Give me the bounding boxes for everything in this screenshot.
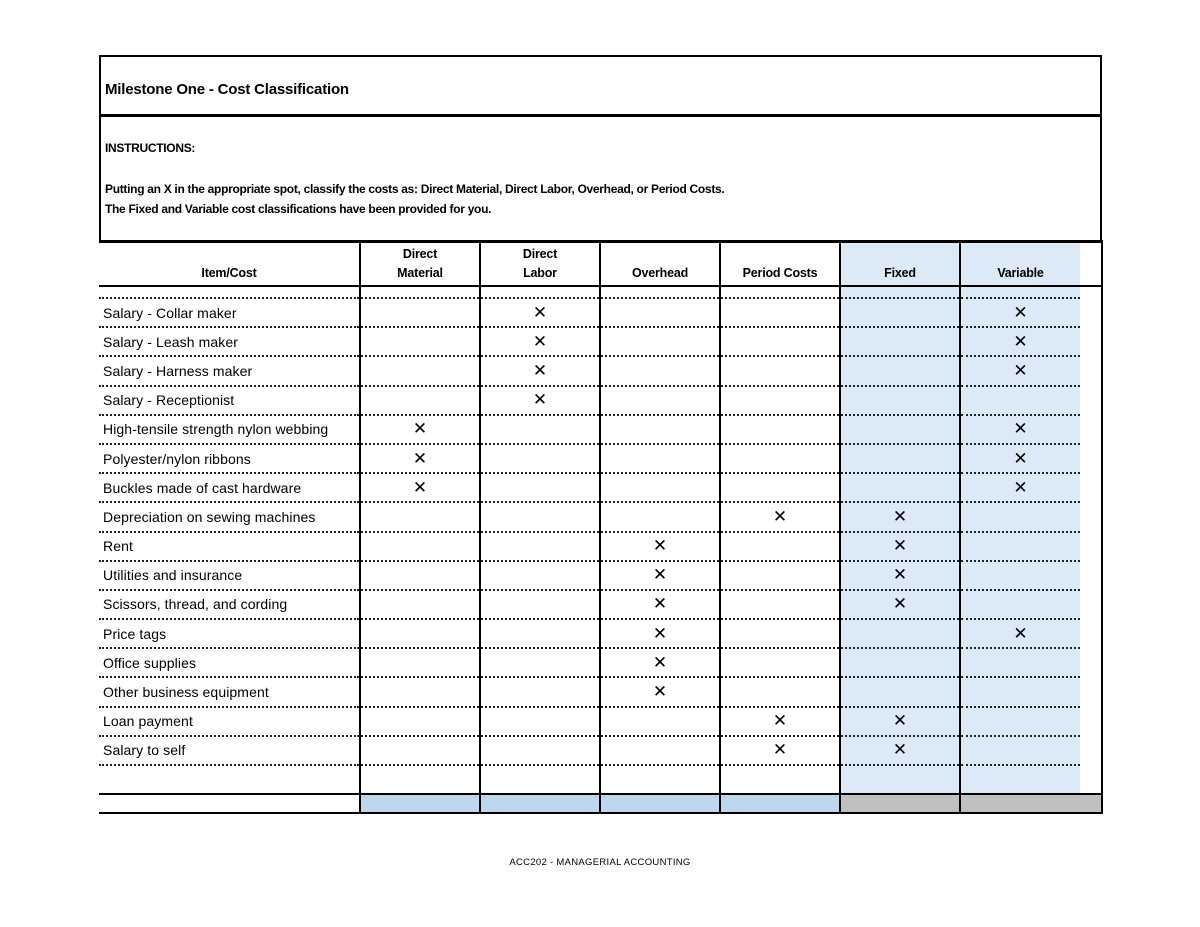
table-row bbox=[99, 415, 1102, 444]
cell-direct-material[interactable] bbox=[360, 590, 480, 619]
cell-end bbox=[1080, 444, 1102, 473]
cell-item[interactable]: Utilities and insurance bbox=[99, 561, 360, 590]
cell-period-costs[interactable] bbox=[720, 298, 840, 327]
cell-period-costs[interactable] bbox=[720, 386, 840, 415]
cell-overhead[interactable]: ✕ bbox=[600, 532, 720, 561]
cell-item[interactable]: Other business equipment bbox=[99, 677, 360, 706]
table-row bbox=[99, 444, 1102, 473]
cell-fixed[interactable] bbox=[840, 356, 960, 385]
cell-direct-material[interactable] bbox=[360, 561, 480, 590]
cell-item[interactable]: Scissors, thread, and cording bbox=[99, 590, 360, 619]
table-row bbox=[99, 590, 1102, 619]
instructions-box bbox=[99, 117, 1102, 240]
table-row bbox=[99, 386, 1102, 415]
cell-item[interactable]: Loan payment bbox=[99, 707, 360, 736]
totals-row bbox=[99, 794, 1102, 813]
cell-end bbox=[1080, 327, 1102, 356]
cell-direct-material[interactable] bbox=[360, 765, 480, 794]
cell-variable[interactable] bbox=[960, 765, 1080, 794]
cell-variable[interactable] bbox=[960, 532, 1080, 561]
cell-period-costs[interactable] bbox=[720, 561, 840, 590]
table-row bbox=[99, 561, 1102, 590]
table-row bbox=[99, 298, 1102, 327]
total-cell[interactable] bbox=[840, 794, 960, 813]
cell-fixed[interactable] bbox=[840, 415, 960, 444]
cell-overhead[interactable]: ✕ bbox=[600, 561, 720, 590]
cell-period-costs[interactable] bbox=[720, 415, 840, 444]
cell-direct-labor[interactable] bbox=[480, 590, 600, 619]
cell-overhead[interactable] bbox=[600, 415, 720, 444]
table-row bbox=[99, 619, 1102, 648]
cell-overhead[interactable] bbox=[600, 444, 720, 473]
cell-overhead[interactable] bbox=[600, 502, 720, 531]
cell-direct-material[interactable] bbox=[360, 502, 480, 531]
cell-variable[interactable]: ✕ bbox=[960, 444, 1080, 473]
cell-period-costs[interactable] bbox=[720, 473, 840, 502]
total-cell bbox=[99, 794, 360, 813]
table-row bbox=[99, 736, 1102, 765]
cell-item[interactable]: Salary to self bbox=[99, 736, 360, 765]
cell-overhead[interactable] bbox=[600, 765, 720, 794]
cell-item[interactable]: Buckles made of cast hardware bbox=[99, 473, 360, 502]
cell-item[interactable]: Salary - Harness maker bbox=[99, 356, 360, 385]
cell-variable[interactable]: ✕ bbox=[960, 356, 1080, 385]
cell-item[interactable]: Office supplies bbox=[99, 648, 360, 677]
cell-period-costs[interactable]: ✕ bbox=[720, 736, 840, 765]
cell-direct-labor[interactable] bbox=[480, 619, 600, 648]
cell-direct-labor[interactable] bbox=[480, 473, 600, 502]
cell-variable[interactable]: ✕ bbox=[960, 298, 1080, 327]
instructions-line-2: The Fixed and Variable cost classifications have been provided for you. bbox=[105, 202, 492, 216]
cell-direct-material[interactable] bbox=[360, 619, 480, 648]
col-header-overhead: Overhead bbox=[600, 242, 720, 287]
cell-period-costs[interactable] bbox=[720, 356, 840, 385]
cell-period-costs[interactable]: ✕ bbox=[720, 502, 840, 531]
cell-period-costs[interactable] bbox=[720, 677, 840, 706]
cell-variable[interactable]: ✕ bbox=[960, 415, 1080, 444]
cell-end bbox=[1080, 415, 1102, 444]
cell-fixed[interactable] bbox=[840, 648, 960, 677]
title-box bbox=[99, 55, 1102, 117]
cell-variable[interactable] bbox=[960, 648, 1080, 677]
cell-variable[interactable] bbox=[960, 590, 1080, 619]
cell-variable[interactable] bbox=[960, 502, 1080, 531]
worksheet bbox=[99, 55, 1102, 760]
cell-item[interactable]: Polyester/nylon ribbons bbox=[99, 444, 360, 473]
cell-overhead[interactable] bbox=[600, 386, 720, 415]
cell-end bbox=[1080, 765, 1102, 794]
cell-variable[interactable]: ✕ bbox=[960, 327, 1080, 356]
cell-fixed[interactable] bbox=[840, 386, 960, 415]
cell-end bbox=[1080, 677, 1102, 706]
cell-variable[interactable]: ✕ bbox=[960, 619, 1080, 648]
cell-end bbox=[1080, 561, 1102, 590]
total-cell[interactable] bbox=[360, 794, 480, 813]
cell-direct-material[interactable] bbox=[360, 677, 480, 706]
cell-direct-material[interactable]: ✕ bbox=[360, 444, 480, 473]
total-cell[interactable] bbox=[480, 794, 600, 813]
cell-fixed[interactable] bbox=[840, 765, 960, 794]
cell-end bbox=[1080, 532, 1102, 561]
cell-direct-labor[interactable]: ✕ bbox=[480, 298, 600, 327]
cell-direct-material[interactable] bbox=[360, 707, 480, 736]
cell-end bbox=[1080, 590, 1102, 619]
cell-direct-labor[interactable] bbox=[480, 677, 600, 706]
cell-period-costs[interactable] bbox=[720, 444, 840, 473]
cell-direct-labor[interactable] bbox=[480, 561, 600, 590]
header-row bbox=[99, 242, 1102, 287]
table-row bbox=[99, 677, 1102, 706]
cell-direct-labor[interactable] bbox=[480, 648, 600, 677]
cost-classification-table bbox=[99, 240, 1103, 814]
cell-direct-labor[interactable] bbox=[480, 444, 600, 473]
cell-end bbox=[1080, 473, 1102, 502]
cell-direct-labor[interactable]: ✕ bbox=[480, 386, 600, 415]
table-row bbox=[99, 502, 1102, 531]
cell-end bbox=[1080, 707, 1102, 736]
table-row bbox=[99, 473, 1102, 502]
cell-fixed[interactable]: ✕ bbox=[840, 532, 960, 561]
cell-direct-labor[interactable] bbox=[480, 532, 600, 561]
page-title: Milestone One - Cost Classification bbox=[105, 81, 349, 98]
table-row bbox=[99, 327, 1102, 356]
cell-item[interactable]: High-tensile strength nylon webbing bbox=[99, 415, 360, 444]
cell-end bbox=[1080, 356, 1102, 385]
cell-period-costs[interactable] bbox=[720, 765, 840, 794]
cell-period-costs[interactable] bbox=[720, 590, 840, 619]
cell-overhead[interactable] bbox=[600, 736, 720, 765]
col-header-fixed: Fixed bbox=[840, 242, 960, 287]
cell-fixed[interactable] bbox=[840, 619, 960, 648]
cell-overhead[interactable]: ✕ bbox=[600, 590, 720, 619]
cell-end bbox=[1080, 298, 1102, 327]
spacer-row bbox=[99, 286, 1102, 298]
cell-period-costs[interactable] bbox=[720, 327, 840, 356]
cell-item[interactable]: Depreciation on sewing machines bbox=[99, 502, 360, 531]
cell-direct-material[interactable] bbox=[360, 648, 480, 677]
cell-direct-material[interactable]: ✕ bbox=[360, 473, 480, 502]
cell-end bbox=[1080, 502, 1102, 531]
page-footer: ACC202 - MANAGERIAL ACCOUNTING bbox=[509, 857, 691, 868]
cell-direct-material[interactable] bbox=[360, 532, 480, 561]
cell-direct-material[interactable] bbox=[360, 298, 480, 327]
instructions-heading: INSTRUCTIONS: bbox=[105, 141, 196, 155]
cell-direct-material[interactable] bbox=[360, 356, 480, 385]
table-row bbox=[99, 532, 1102, 561]
cell-overhead[interactable]: ✕ bbox=[600, 619, 720, 648]
cell-overhead[interactable] bbox=[600, 707, 720, 736]
cell-variable[interactable] bbox=[960, 707, 1080, 736]
cell-period-costs[interactable] bbox=[720, 619, 840, 648]
col-header-direct-labor: Direct Labor bbox=[480, 242, 600, 287]
total-cell[interactable] bbox=[960, 794, 1080, 813]
cell-item[interactable] bbox=[99, 765, 360, 794]
cell-direct-labor[interactable] bbox=[480, 736, 600, 765]
total-cell bbox=[1080, 794, 1102, 813]
cell-fixed[interactable]: ✕ bbox=[840, 502, 960, 531]
cell-fixed[interactable]: ✕ bbox=[840, 736, 960, 765]
total-cell[interactable] bbox=[720, 794, 840, 813]
col-header-end bbox=[1080, 242, 1102, 287]
cell-fixed[interactable] bbox=[840, 473, 960, 502]
col-header-direct-material: Direct Material bbox=[360, 242, 480, 287]
cell-direct-material[interactable]: ✕ bbox=[360, 415, 480, 444]
cell-direct-labor[interactable] bbox=[480, 415, 600, 444]
cell-direct-material[interactable] bbox=[360, 736, 480, 765]
cell-fixed[interactable] bbox=[840, 327, 960, 356]
cell-variable[interactable] bbox=[960, 561, 1080, 590]
col-header-variable: Variable bbox=[960, 242, 1080, 287]
cell-overhead[interactable] bbox=[600, 298, 720, 327]
cell-variable[interactable] bbox=[960, 736, 1080, 765]
cell-item[interactable]: Price tags bbox=[99, 619, 360, 648]
table-row bbox=[99, 648, 1102, 677]
cell-fixed[interactable] bbox=[840, 298, 960, 327]
cell-end bbox=[1080, 736, 1102, 765]
cell-period-costs[interactable] bbox=[720, 532, 840, 561]
cell-overhead[interactable] bbox=[600, 473, 720, 502]
cell-end bbox=[1080, 648, 1102, 677]
cell-fixed[interactable] bbox=[840, 677, 960, 706]
table-row bbox=[99, 765, 1102, 794]
col-header-item: Item/Cost bbox=[99, 242, 360, 287]
cell-item[interactable]: Salary - Leash maker bbox=[99, 327, 360, 356]
cell-fixed[interactable]: ✕ bbox=[840, 561, 960, 590]
cell-period-costs[interactable] bbox=[720, 648, 840, 677]
cell-direct-labor[interactable] bbox=[480, 765, 600, 794]
cell-fixed[interactable] bbox=[840, 444, 960, 473]
cell-direct-labor[interactable]: ✕ bbox=[480, 327, 600, 356]
cell-direct-labor[interactable] bbox=[480, 502, 600, 531]
cell-direct-labor[interactable]: ✕ bbox=[480, 356, 600, 385]
cell-item[interactable]: Salary - Collar maker bbox=[99, 298, 360, 327]
total-cell[interactable] bbox=[600, 794, 720, 813]
col-header-period-costs: Period Costs bbox=[720, 242, 840, 287]
cell-direct-material[interactable] bbox=[360, 386, 480, 415]
table-row bbox=[99, 707, 1102, 736]
cell-direct-labor[interactable] bbox=[480, 707, 600, 736]
cell-item[interactable]: Salary - Receptionist bbox=[99, 386, 360, 415]
cell-variable[interactable] bbox=[960, 386, 1080, 415]
table-row bbox=[99, 356, 1102, 385]
cell-end bbox=[1080, 386, 1102, 415]
cell-variable[interactable] bbox=[960, 677, 1080, 706]
cell-overhead[interactable] bbox=[600, 356, 720, 385]
cell-overhead[interactable]: ✕ bbox=[600, 677, 720, 706]
cell-overhead[interactable] bbox=[600, 327, 720, 356]
cell-period-costs[interactable]: ✕ bbox=[720, 707, 840, 736]
instructions-line-1: Putting an X in the appropriate spot, classify the costs as: Direct Material, Direct Labor, Overhead, or Period Costs. bbox=[105, 182, 725, 196]
cell-overhead[interactable]: ✕ bbox=[600, 648, 720, 677]
cell-item[interactable]: Rent bbox=[99, 532, 360, 561]
cell-direct-material[interactable] bbox=[360, 327, 480, 356]
cell-fixed[interactable]: ✕ bbox=[840, 707, 960, 736]
cell-end bbox=[1080, 619, 1102, 648]
cell-fixed[interactable]: ✕ bbox=[840, 590, 960, 619]
cell-variable[interactable]: ✕ bbox=[960, 473, 1080, 502]
